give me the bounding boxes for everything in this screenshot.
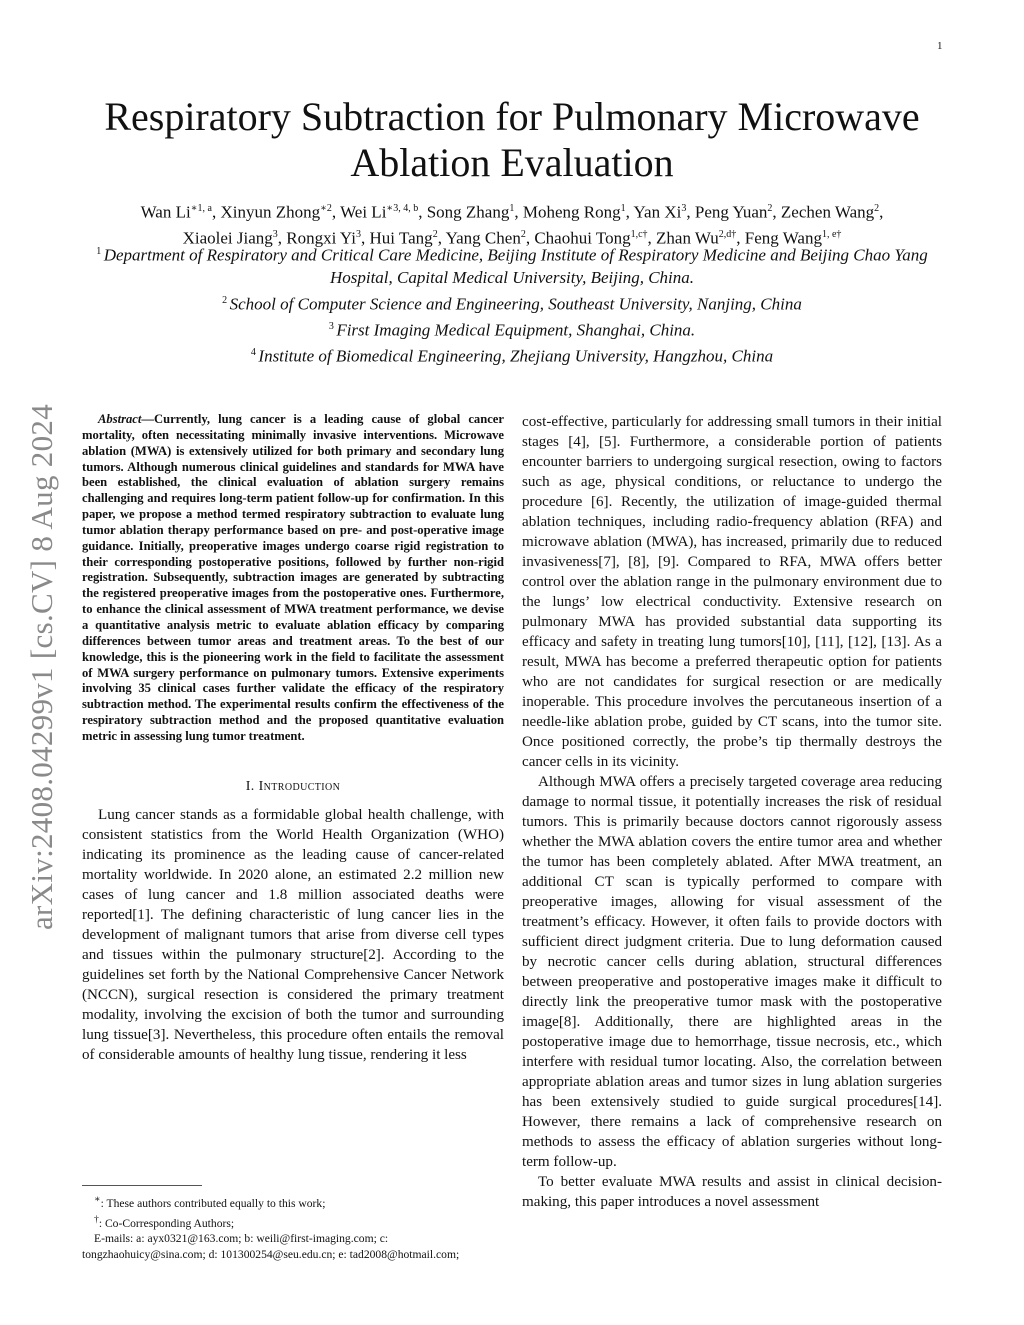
author-name: Wan Li xyxy=(140,202,191,222)
author-name: Yang Chen xyxy=(445,228,521,248)
title-line-2: Ablation Evaluation xyxy=(350,140,674,185)
affiliation-text: Department of Respiratory and Critical Care Medicine, Beijing Institute of Respiratory Medicine and Beijing Chao Yang Hospital, Capital Medical University, Beijing, China. xyxy=(103,245,928,288)
affiliation-number: 1 xyxy=(96,246,104,257)
author-name: Moheng Rong xyxy=(522,202,621,222)
author-name: Peng Yuan xyxy=(694,202,768,222)
author-affiliation-marker: 1,c† xyxy=(630,228,648,240)
section-title: Introduction xyxy=(258,778,341,794)
affiliation-text: First Imaging Medical Equipment, Shanghai, China. xyxy=(336,320,696,340)
section-number: I. xyxy=(245,778,259,794)
author-list: Wan $Li^{∗1, a}$, Xinyun Zhong$^{∗2}$, Wei $Li^{∗3, 4, b}$, Song Zhang$^1$, Moheng Rong$^1$, Yan Xi$^3$, Peng Yuan$^2$, Zechen Wang$^2$, Xiaolei Jiang$^3$, Rongxi Yi$^3$, Hui Tang$^2$, Yang Chen$^2$, Chaohui Tong$^{1,c\dagger}$, Zhan $Wu^{2,d\dagger}$, Feng Wang$^{1, e\dagger}$ xyxy=(140,202,884,248)
author-affiliation-marker: 3 xyxy=(272,228,278,240)
author-name: Song Zhang xyxy=(426,202,510,222)
author-affiliation-marker: 2 xyxy=(767,203,773,214)
author-name: Feng Wang xyxy=(744,228,822,248)
affiliation-number: 3 xyxy=(328,320,337,332)
paper-title xyxy=(60,94,964,186)
right-paragraph-1: cost-effective, particularly for addressing small tumors in their initial stages [4], [5]. Furthermore, a considerable portion of patients encounter barriers to undergoing surgical resection, owing to factors such as age, physical conditions, or reluctance to undergo the procedure [6]. Recently, the utilization of image-guided thermal ablation techniques, including radio-frequency ablation (RFA) and microwave ablation (MWA), has increased, primarily due to reduced invasiveness[7], [8], [9]. Compared to RFA, MWA offers better control over the ablation range in the pulmonary environment due to the lungs’ low electrical conductivity. Extensive research on pulmonary MWA has provided substantial data supporting its efficacy and safety in treating lung tumors[10], [11], [12], [13]. As a result, MWA has become a preferred therapeutic option for patients who are not candidates for surgical resection or are medically inoperable. This procedure involves the percutaneous insertion of a needle-like ablation probe, guided by CT scans, into the tumor site. Once positioned correctly, the probe’s tip thermally destroys the cancer cells in its vicinity. xyxy=(522,414,942,770)
footnote-equal-contribution: ∗: These authors contributed equally to this work; xyxy=(94,1194,326,1210)
abstract xyxy=(82,412,504,745)
footnotes xyxy=(82,1185,504,1263)
author-affiliation-marker: ∗1, a xyxy=(190,203,212,214)
author-name: Zhan Wu xyxy=(656,228,719,248)
left-column xyxy=(82,412,504,1065)
footnote-corresponding: †: Co-Corresponding Authors; xyxy=(94,1213,235,1230)
page-number: 1 xyxy=(937,40,943,52)
affiliation-text: Institute of Biomedical Engineering, Zhejiang University, Hangzhou, China xyxy=(258,346,774,366)
author-affiliation-marker: 2 xyxy=(520,228,526,240)
author-name: Yan Xi xyxy=(633,202,682,222)
author-name: Xinyun Zhong xyxy=(220,202,321,222)
arxiv-identifier: arXiv:2408.04299v1 [cs.CV] 8 Aug 2024 xyxy=(24,403,59,930)
author-affiliation-marker: ∗2 xyxy=(320,203,332,214)
author-affiliation-marker: ∗3, 4, b xyxy=(386,203,419,214)
author-name: Hui Tang xyxy=(369,228,433,248)
author-affiliation-marker: 2 xyxy=(874,203,880,214)
right-paragraph-3: To better evaluate MWA results and assist in clinical decision-making, this paper introduces a novel assessment xyxy=(522,1174,942,1210)
affiliation-text: School of Computer Science and Engineering, Southeast University, Nanjing, China xyxy=(229,294,802,314)
author-affiliation-marker: 1 xyxy=(509,203,515,214)
author-name: Xiaolei Jiang xyxy=(182,228,273,248)
intro-paragraph-1: Lung cancer stands as a formidable global health challenge, with consistent statistics from the World Health Organization (WHO) indicating its prominence as the leading cause of cancer-related mortality worldwide. In 2020 alone, an estimated 2.2 million new cases of lung cancer and 1.8 million associated deaths were reported[1]. The defining characteristic of lung cancer lies in the development of malignant tumors that arise from diverse cell types and tissues within the pulmonary structure[2]. According to the guidelines set forth by the National Comprehensive Cancer Network (NCCN), surgical resection is considered the primary treatment modality, involving the excision of both the tumor and surrounding lung tissue[3]. Nevertheless, this procedure often entails the removal of considerable amounts of healthy lung tissue, rendering it less xyxy=(82,806,504,1063)
abstract-heading: Abstract xyxy=(98,412,142,426)
footnote-emails: E-mails: a: ayx0321@163.com; b: weili@first-imaging.com; c: tongzhaohuicy@sina.com; d: 101300254@seu.edu.cn; e: tad2008@hotmail.com; xyxy=(82,1232,460,1262)
right-paragraph-2: Although MWA offers a precisely targeted coverage area reducing damage to normal tissue, it potentially increases the risk of residual tumors. This is primarily because doctors cannot rigorously assess whether the MWA ablation covers the entire tumor area and whether the tumor has been completely ablated. After MWA treatment, an additional CT scan is typically performed to compare with preoperative images, allowing for visual assessment of the treatment’s efficacy. However, it often fails to provide doctors with sufficient direct judgment criteria. Due to lung deformation caused by necrotic cancer cells during ablation, structural differences between preoperative and postoperative images make it difficult to directly link the preoperative tumor mask with the postoperative image[8]. Additionally, there are highlighted areas in the postoperative image due to hemorrhage, tissue necrosis, etc., which interfere with residual tumor locating. Also, the correlation between appropriate ablation areas and tumor sizes in lung ablation surgeries has been extensively studied to guide surgical procedures[14]. However, there remains a lack of comprehensive research on methods to assess the efficacy of ablation surgeries without long-term follow-up. xyxy=(522,774,942,1170)
affiliation xyxy=(70,290,954,316)
section-heading-introduction xyxy=(82,779,504,795)
affiliation xyxy=(70,342,954,368)
author-affiliation-marker: 3 xyxy=(681,203,687,214)
right-column xyxy=(522,412,942,1212)
author-affiliation-marker: 2 xyxy=(432,228,438,240)
author-name: Rongxi Yi xyxy=(286,228,356,248)
affiliation-list xyxy=(70,241,954,368)
footnote-rule xyxy=(82,1185,202,1186)
author-name: Wei Li xyxy=(340,202,387,222)
title-line-1: Respiratory Subtraction for Pulmonary Microwave xyxy=(104,94,920,139)
author-affiliation-marker: 2,d† xyxy=(718,228,737,240)
abstract-text: —Currently, lung cancer is a leading cause of global cancer mortality, often necessitating minimally invasive interventions. Microwave ablation (MWA) is extensively utilized for both primary and secondary lung tumors. Although numerous clinical guidelines and standards for MWA have been established, the clinical evaluation of ablation surgery remains challenging and requires long-term patient follow-up for confirmation. In this paper, we propose a method termed respiratory subtraction to evaluate lung tumor ablation therapy performance based on pre- and post-operative image guidance. Initially, preoperative images undergo coarse rigid registration to their corresponding postoperative positions, followed by further non-rigid registration. Subsequently, subtraction images are generated by subtracting the registered preoperative images from the postoperative ones. Furthermore, to enhance the clinical assessment of MWA treatment performance, we devise a quantitative analysis metric to evaluate ablation efficacy by comparing differences between tumor areas and treatment areas. To the best of our knowledge, this is the pioneering work in the field to facilitate the assessment of MWA surgery performance on pulmonary tumors. Extensive experiments involving 35 clinical cases further validate the efficacy of the respiratory subtraction method. The experimental results confirm the effectiveness of the respiratory subtraction method and the proposed quantitative evaluation metric in assessing lung tumor treatment. xyxy=(82,412,504,743)
affiliation xyxy=(70,316,954,342)
author-affiliation-marker: 1 xyxy=(620,203,626,214)
author-affiliation-marker: 3 xyxy=(356,228,361,240)
author-name: Chaohui Tong xyxy=(534,228,631,248)
author-name: Zechen Wang xyxy=(780,202,875,222)
affiliation-number: 4 xyxy=(250,346,259,358)
affiliation xyxy=(70,241,954,290)
author-affiliation-marker: 1, e† xyxy=(821,228,842,240)
affiliation-number: 2 xyxy=(222,294,230,306)
